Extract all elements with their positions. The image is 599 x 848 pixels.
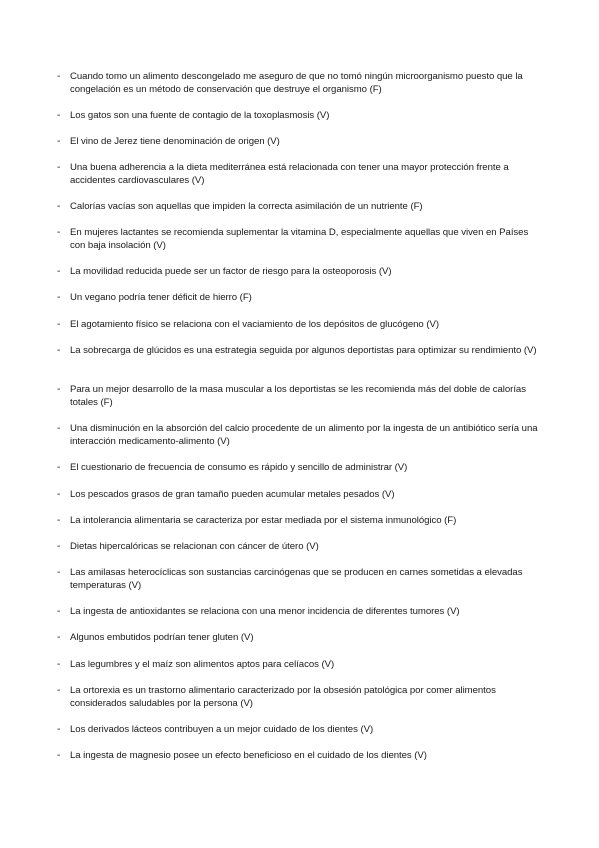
list-item	[57, 265, 545, 278]
list-item	[57, 514, 545, 527]
list-item	[57, 749, 545, 762]
list-item	[57, 684, 545, 711]
list-item	[57, 566, 545, 593]
list-item-text: En mujeres lactantes se recomienda suplementar la vitamina D, especialmente aquellas que viven en Países con baja insolación (V)	[70, 227, 529, 252]
list-item-text: La movilidad reducida puede ser un factor de riesgo para la osteoporosis (V)	[70, 266, 392, 277]
bullet-dash: -	[57, 685, 61, 696]
list-item	[57, 70, 545, 97]
list-item-text: El agotamiento físico se relaciona con el vaciamiento de los depósitos de glucógeno (V)	[70, 319, 439, 330]
bullet-dash: -	[57, 541, 61, 552]
list-item	[57, 488, 545, 501]
bullet-dash: -	[57, 110, 61, 121]
list-item-text: Los derivados lácteos contribuyen a un mejor cuidado de los dientes (V)	[70, 724, 374, 735]
list-item-text: Los gatos son una fuente de contagio de la toxoplasmosis (V)	[70, 110, 330, 121]
bullet-dash: -	[57, 266, 61, 277]
list-item	[57, 540, 545, 553]
bullet-dash: -	[57, 462, 61, 473]
list-item	[57, 226, 545, 253]
bullet-dash: -	[57, 750, 61, 761]
list-item-text: Las legumbres y el maíz son alimentos aptos para celíacos (V)	[70, 659, 335, 670]
bullet-dash: -	[57, 345, 61, 356]
bullet-dash: -	[57, 423, 61, 434]
list-item-text: Dietas hipercalóricas se relacionan con cáncer de útero (V)	[70, 541, 319, 552]
list-item	[57, 631, 545, 644]
list-item	[57, 344, 545, 357]
list-item-text: Para un mejor desarrollo de la masa muscular a los deportistas se les recomienda más del doble de calorías totales (F)	[70, 384, 526, 409]
bullet-dash: -	[57, 606, 61, 617]
list-item	[57, 658, 545, 671]
list-item	[57, 461, 545, 474]
list-item-text: El cuestionario de frecuencia de consumo es rápido y sencillo de administrar (V)	[70, 462, 408, 473]
list-item-text: La ingesta de magnesio posee un efecto beneficioso en el cuidado de los dientes (V)	[70, 750, 427, 761]
list-item	[57, 109, 545, 122]
list-item	[57, 383, 545, 410]
bullet-dash: -	[57, 292, 61, 303]
list-item-text: Las amilasas heterocíclicas son sustancias carcinógenas que se producen en carnes sometidas a elevadas temperaturas (V)	[70, 567, 523, 592]
bullet-dash: -	[57, 632, 61, 643]
bullet-dash: -	[57, 201, 61, 212]
list-item	[57, 318, 545, 331]
bullet-dash: -	[57, 515, 61, 526]
list-item-text: Algunos embutidos podrían tener gluten (V)	[70, 632, 254, 643]
list-item	[57, 291, 545, 304]
list-item-text: La intolerancia alimentaria se caracteriza por estar mediada por el sistema inmunológico (F)	[70, 515, 457, 526]
list-item-text: Calorías vacías son aquellas que impiden la correcta asimilación de un nutriente (F)	[70, 201, 423, 212]
list-item-text: Los pescados grasos de gran tamaño pueden acumular metales pesados (V)	[70, 489, 395, 500]
list-item	[57, 135, 545, 148]
bullet-dash: -	[57, 71, 61, 82]
list-item-text: La ingesta de antioxidantes se relaciona con una menor incidencia de diferentes tumores (V)	[70, 606, 460, 617]
bullet-dash: -	[57, 567, 61, 578]
list-item-text: La sobrecarga de glúcidos es una estrategia seguida por algunos deportistas para optimizar su rendimiento (V)	[70, 345, 537, 356]
list-item	[57, 161, 545, 188]
bullet-dash: -	[57, 162, 61, 173]
list-item-text: La ortorexia es un trastorno alimentario caracterizado por la obsesión patológica por comer alimentos considerados saludables por la persona (V)	[70, 685, 496, 710]
list-item-text: El vino de Jerez tiene denominación de origen (V)	[70, 136, 280, 147]
bullet-dash: -	[57, 227, 61, 238]
list-item	[57, 200, 545, 213]
bullet-dash: -	[57, 724, 61, 735]
bullet-dash: -	[57, 136, 61, 147]
list-item-text: Un vegano podría tener déficit de hierro (F)	[70, 292, 252, 303]
list-item-text: Una disminución en la absorción del calcio procedente de un alimento por la ingesta de un antibiótico sería una interacción medicamento-alimento (V)	[70, 423, 538, 448]
bullet-dash: -	[57, 659, 61, 670]
list-item	[57, 422, 545, 449]
bullet-dash: -	[57, 384, 61, 395]
bullet-dash: -	[57, 319, 61, 330]
list-item	[57, 605, 545, 618]
list-item-text: Cuando tomo un alimento descongelado me aseguro de que no tomó ningún microorganismo puesto que la congelación es un método de conservación que destruye el organismo (F)	[70, 71, 523, 96]
bullet-dash: -	[57, 489, 61, 500]
list-item	[57, 723, 545, 736]
list-item-text: Una buena adherencia a la dieta mediterránea está relacionada con tener una mayor protección frente a accidentes cardiovasculares (V)	[70, 162, 509, 187]
